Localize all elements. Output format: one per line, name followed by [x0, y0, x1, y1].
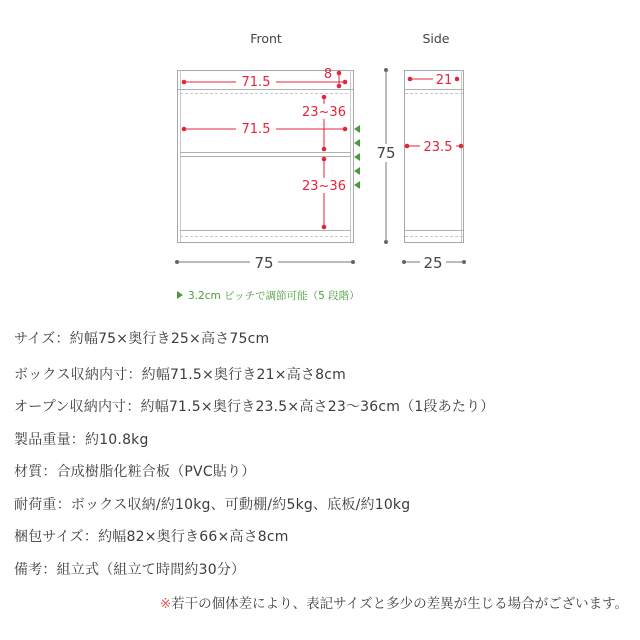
box-width-dot-left [182, 80, 187, 85]
side-outer-frame [405, 71, 464, 243]
overall-height-dot-top [384, 68, 388, 72]
spec-open-inner: オープン収納内寸：約幅71.5×奥行き23.5×高さ23〜36cm（1段あたり） [14, 399, 495, 415]
note-text: 若干の個体差により、表記サイズと多少の差異が生じる場合がございます。 [171, 596, 628, 612]
lower-gap-label: 23~36 [302, 179, 346, 194]
upper-gap-dot-bottom [322, 147, 327, 152]
side-view [402, 70, 466, 272]
pitch-arrow-icon [354, 139, 360, 147]
side-box-depth-label: 21 [435, 73, 453, 88]
pitch-arrow-icon [354, 153, 360, 161]
note-mark: ※ [159, 596, 172, 612]
upper-gap-label: 23~36 [302, 105, 346, 120]
box-width-dot-right [343, 80, 348, 85]
box-height-dot-top [337, 71, 342, 76]
overall-height-label: 75 [376, 144, 396, 162]
front-view [175, 67, 400, 272]
lower-gap-dot-bottom [322, 225, 327, 230]
pitch-note-arrow-icon [177, 291, 183, 299]
side-overall-depth-dot-right [462, 260, 466, 264]
box-height-dot-bottom [337, 84, 342, 89]
side-open-depth-label: 23.5 [423, 140, 453, 155]
spec-box-inner: ボックス収納内寸：約幅71.5×奥行き21×高さ8cm [14, 367, 346, 383]
spec-remarks: 備考：組立式（組立て時間約30分） [14, 562, 246, 578]
pitch-note: 3.2cm ピッチで調節可能（5 段階） [188, 290, 360, 302]
spec-size: サイズ：約幅75×奥行き25×高さ75cm [14, 331, 270, 347]
box-height-label: 8 [323, 67, 333, 82]
overall-width-dot-right [351, 260, 355, 264]
box-width-label: 71.5 [241, 75, 271, 90]
lower-gap-dot-top [322, 157, 327, 162]
pitch-arrow-icon [354, 167, 360, 175]
side-open-depth-dot-right [459, 144, 464, 149]
variance-note [160, 592, 628, 612]
overall-height-dot-bottom [384, 240, 388, 244]
side-title: Side [422, 31, 450, 46]
front-title: Front [250, 31, 282, 46]
side-overall-depth-dot-left [402, 260, 406, 264]
overall-width-dot-left [175, 260, 179, 264]
spec-package: 梱包サイズ：約幅82×奥行き66×高さ8cm [14, 529, 289, 545]
pitch-arrow-icon [354, 125, 360, 133]
overall-width-label: 75 [254, 254, 274, 272]
side-overall-depth-label: 25 [423, 254, 443, 272]
spec-material: 材質：合成樹脂化粧合板（PVC貼り） [14, 464, 256, 480]
upper-gap-dot-top [322, 95, 327, 100]
open-width-dot-right [343, 127, 348, 132]
pitch-arrow-icon [354, 181, 360, 189]
spec-weight: 製品重量：約10.8kg [14, 432, 149, 448]
side-open-depth-dot-left [405, 144, 410, 149]
open-width-dot-left [182, 127, 187, 132]
spec-load: 耐荷重：ボックス収納/約10kg、可動棚/約5kg、底板/約10kg [14, 497, 411, 513]
side-box-depth-dot-left [408, 77, 413, 82]
side-box-depth-dot-right [455, 77, 460, 82]
open-width-label: 71.5 [241, 122, 271, 137]
